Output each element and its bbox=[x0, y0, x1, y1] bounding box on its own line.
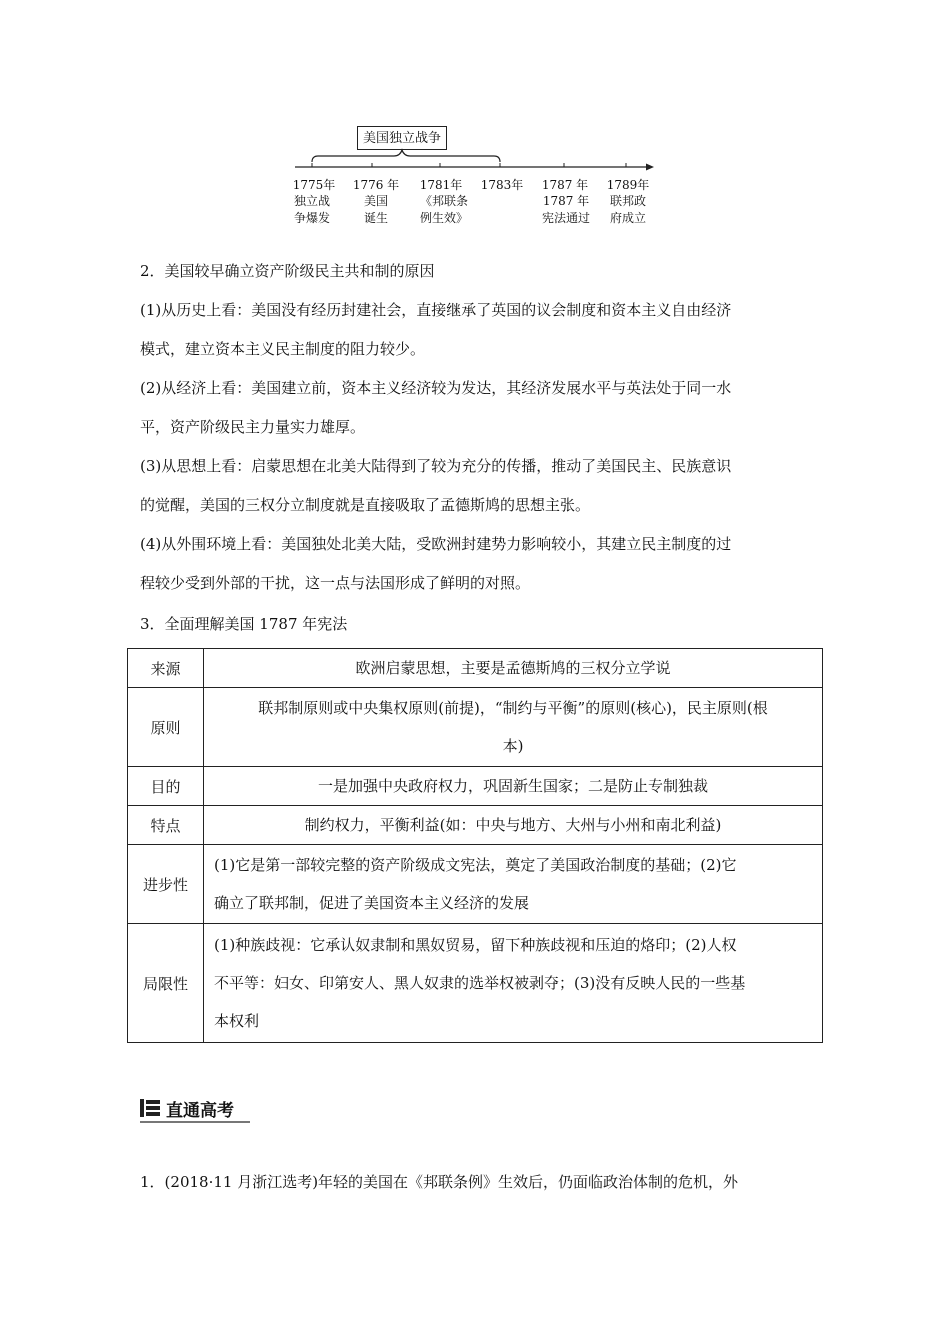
paragraph-line: (2)从经济上看：美国建立前，资本主义经济较为发达，其经济发展水平与英法处于同一水 bbox=[140, 379, 732, 397]
section-title: 直通高考 bbox=[166, 1101, 234, 1121]
row-value: (1)它是第一部较完整的资产阶级成文宪法，奠定了美国政治制度的基础；(2)它 确立了联邦制，促进了美国资本主义经济的发展 bbox=[204, 845, 823, 924]
table-row bbox=[128, 649, 823, 688]
table-row bbox=[128, 688, 823, 767]
timeline-axis bbox=[290, 148, 660, 176]
row-key: 目的 bbox=[128, 767, 204, 806]
paragraph-line: (1)从历史上看：美国没有经历封建社会，直接继承了英国的议会制度和资本主义自由经济 bbox=[140, 301, 732, 319]
paragraph-line: 的觉醒，美国的三权分立制度就是直接吸取了孟德斯鸠的思想主张。 bbox=[140, 496, 591, 514]
war-label-box: 美国独立战争 bbox=[357, 126, 447, 150]
paragraph-line: (4)从外围环境上看：美国独处北美大陆，受欧洲封建势力影响较小，其建立民主制度的过 bbox=[140, 535, 732, 553]
paragraph-line: 模式，建立资本主义民主制度的阻力较少。 bbox=[140, 340, 426, 358]
timeline-desc: 美国 诞生 bbox=[363, 194, 388, 225]
table-row bbox=[128, 806, 823, 845]
row-key: 进步性 bbox=[128, 845, 204, 924]
timeline-year: 1781年 bbox=[419, 178, 463, 192]
section-rule bbox=[140, 1121, 250, 1123]
row-key: 原则 bbox=[128, 688, 204, 767]
timeline-year: 1789年 bbox=[606, 178, 650, 192]
paragraph-line: 程较少受到外部的干扰，这一点与法国形成了鲜明的对照。 bbox=[140, 574, 531, 592]
timeline-year: 1775年 bbox=[292, 178, 336, 192]
paragraph-line: (3)从思想上看：启蒙思想在北美大陆得到了较为充分的传播，推动了美国民主、民族意识 bbox=[140, 457, 732, 475]
row-value: 欧洲启蒙思想，主要是孟德斯鸠的三权分立学说 bbox=[204, 649, 823, 688]
row-key: 特点 bbox=[128, 806, 204, 845]
row-value: 一是加强中央政府权力，巩固新生国家；二是防止专制独裁 bbox=[204, 767, 823, 806]
table-row bbox=[128, 845, 823, 924]
timeline-year: 1787 年 bbox=[541, 178, 589, 192]
section-heading: 2．美国较早确立资产阶级民主共和制的原因 bbox=[140, 262, 435, 280]
timeline-year: 1776 年 bbox=[352, 178, 400, 192]
timeline-desc: 联邦政 府成立 bbox=[609, 194, 646, 225]
list-icon bbox=[140, 1099, 160, 1117]
section-heading: 3．全面理解美国 1787 年宪法 bbox=[140, 615, 348, 633]
table-row bbox=[128, 924, 823, 1043]
war-brace bbox=[312, 150, 500, 162]
row-key: 来源 bbox=[128, 649, 204, 688]
paragraph-line: 平，资产阶级民主力量实力雄厚。 bbox=[140, 418, 366, 436]
constitution-table bbox=[127, 648, 823, 1043]
row-value: 制约权力，平衡利益(如：中央与地方、大州与小州和南北利益) bbox=[204, 806, 823, 845]
timeline-year: 1783年 bbox=[480, 178, 524, 192]
table-row bbox=[128, 767, 823, 806]
timeline-desc: 独立战 争爆发 bbox=[293, 194, 330, 225]
timeline-desc: 《邦联条 例生效》 bbox=[419, 194, 468, 225]
axis-arrow bbox=[646, 164, 654, 171]
section-header bbox=[140, 1095, 250, 1121]
question-text: 1．(2018·11 月浙江选考)年轻的美国在《邦联条例》生效后，仍面临政治体制的危机，外 bbox=[140, 1173, 739, 1191]
row-value: 联邦制原则或中央集权原则(前提)，“制约与平衡”的原则(核心)，民主原则(根 本) bbox=[204, 688, 823, 767]
timeline-desc: 1787 年 宪法通过 bbox=[541, 194, 590, 225]
row-key: 局限性 bbox=[128, 924, 204, 1043]
row-value: (1)种族歧视：它承认奴隶制和黑奴贸易，留下种族歧视和压迫的烙印；(2)人权 不平等：妇女、印第安人、黑人奴隶的选举权被剥夺；(3)没有反映人民的一些基 本权利 bbox=[204, 924, 823, 1043]
